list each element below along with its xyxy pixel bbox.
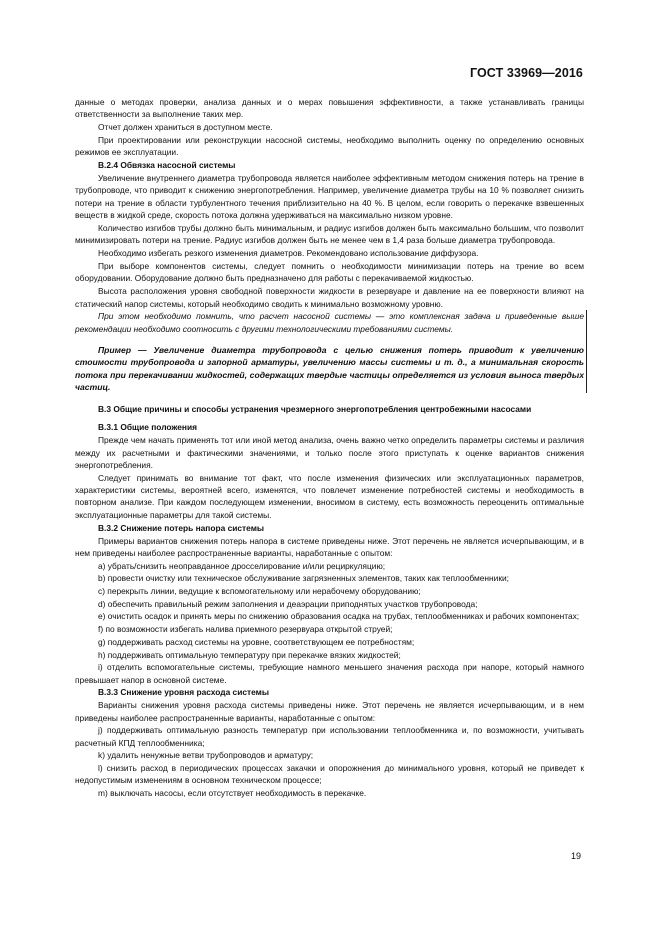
- list-item: f) по возможности избегать налива приемного резервуара открытой струей;: [98, 624, 393, 635]
- paragraph: При выборе компонентов системы, следует помнить о необходимости минимизации потерь на трение во всем оборудовании. Оборудование должно быть предназначено для работы с перекачиваемой жидкостью.: [75, 261, 584, 284]
- example-note: Пример — Увеличение диаметра трубопровода с целью снижения потерь приводит к увеличению стоимости трубопровода и запорной арматуры, увеличению массы системы и т. д., а минимальная скорость потока при перекачивании жидкостей, содержащих твердые частицы определяется из условия выноса твердых частиц.: [75, 344, 584, 392]
- section-heading-b3: В.3 Общие причины и способы устранения чрезмерного энергопотребления центробежными насосами: [98, 404, 532, 415]
- document-body: [75, 96, 584, 800]
- list-item: g) поддерживать расход системы на уровне, соответствующем ее потребностям;: [98, 636, 415, 647]
- list-item: i) отделить вспомогательные системы, требующие намного меньшего значения расхода при напоре, который намного превышает напор в основной системе.: [75, 662, 584, 685]
- list-item: l) снизить расход в периодических процессах закачки и опорожнения до минимального уровня, который не приведет к недопустимым изменениям в основном техническом процессе;: [75, 763, 584, 786]
- revision-marked-block: [75, 310, 584, 393]
- subsection-heading-b24: В.2.4 Обвязка насосной системы: [98, 160, 236, 171]
- paragraph: Высота расположения уровня свободной поверхности жидкости в резервуаре и давление на ее поверхности влияют на статический напор системы, который необходимо сводить к минимально возможному уровню.: [75, 286, 584, 309]
- list-item: m) выключать насосы, если отсутствует необходимость в перекачке.: [98, 788, 367, 799]
- subsection-heading-b31: В.3.1 Общие положения: [98, 422, 197, 433]
- paragraph: При проектировании или реконструкции насосной системы, необходимо выполнить оценку по определению основных режимов ее эксплуатации.: [75, 135, 584, 158]
- paragraph-italic: При этом необходимо помнить, что расчет насосной системы — это комплексная задача и приведенные выше рекомендации необходимо соотносить с другими технологическими требованиями системы.: [75, 311, 584, 334]
- document-header: ГОСТ 33969—2016: [469, 66, 583, 80]
- paragraph: Примеры вариантов снижения потерь напора в системе приведены ниже. Этот перечень не является исчерпывающим, и в нем приведены наиболее распространенные варианты, наработанные с опытом:: [75, 535, 584, 558]
- page-number: 19: [570, 851, 581, 861]
- list-item: k) удалить ненужные ветви трубопроводов и арматуру;: [98, 750, 314, 761]
- list-a: [75, 560, 584, 686]
- list-item: d) обеспечить правильный режим заполнения и деаэрации приподнятых участков трубопровода;: [98, 598, 478, 609]
- list-item: a) убрать/снизить неоправданное дросселирование и/или рециркуляцию;: [98, 560, 386, 571]
- list-item: c) перекрыть линии, ведущие к вспомогательному или нерабочему оборудованию;: [98, 586, 421, 597]
- paragraph: Необходимо избегать резкого изменения диаметров. Рекомендовано использование диффузора.: [98, 248, 479, 259]
- list-item: b) провести очистку или техническое обслуживание загрязненных элементов, таких как теплообменники;: [98, 573, 510, 584]
- paragraph: Следует принимать во внимание тот факт, что после изменения физических или эксплуатационных параметров, характеристики системы, вероятней всего, изменятся, что повлечет изменение потребностей системы и необходимость в повторном анализе. При каждом последующем изменении, вносимом в систему, есть возможность переоценить оптимальные эксплуатационные параметры для такой системы.: [75, 472, 584, 520]
- list-item: j) поддерживать оптимальную разность температур при использовании теплообменника и, по возможности, учитывать расчетный КПД теплообменника;: [75, 725, 584, 748]
- paragraph: Прежде чем начать применять тот или иной метод анализа, очень важно четко определить параметры системы и различия между их расчетными и фактическими значениями, и только после этого приступать к оценке вариантов снижения энергопотребления.: [75, 435, 584, 470]
- subsection-heading-b33: В.3.3 Снижение уровня расхода системы: [98, 687, 270, 698]
- paragraph: Количество изгибов трубы должно быть минимальным, и радиус изгибов должен быть максимально большим, что позволит минимизировать потери на трение. Радиус изгибов должен быть не менее чем в 1,4 раза больше диаметра трубопровода.: [75, 222, 584, 246]
- paragraph: Отчет должен храниться в доступном месте.: [98, 122, 273, 133]
- subsection-heading-b32: В.3.2 Снижение потерь напора системы: [98, 522, 265, 533]
- list-b: [75, 724, 584, 799]
- paragraph: данные о методах проверки, анализа данных и о мерах повышения эффективности, а также устанавливать границы ответственности за выполнение таких мер.: [75, 97, 584, 120]
- paragraph: Варианты снижения уровня расхода системы приведены ниже. Этот перечень не является исчерпывающим, и в нем приведены наиболее распространенные варианты, наработанные с опытом:: [75, 700, 584, 723]
- list-item: e) очистить осадок и принять меры по снижению образования осадка на трубах, теплообменниках и рабочих компонентах;: [98, 611, 580, 622]
- revision-bar: [586, 310, 587, 393]
- paragraph: Увеличение внутреннего диаметра трубопровода является наиболее эффективным методом снижения потерь на трение в трубопроводе, что приводит к снижению энергопотребления. Например, увеличение диаметра трубы на 10 % позволяет снизить потери на трение в области турбулентного течения приблизительно на 40 %. В целом, если говорить о перекачке взвешенных веществ в жидкой среде, скорость потока должна удерживаться на максимально низком уровне.: [75, 173, 584, 221]
- list-item: h) поддерживать оптимальную температуру при перекачке вязких жидкостей;: [98, 649, 401, 660]
